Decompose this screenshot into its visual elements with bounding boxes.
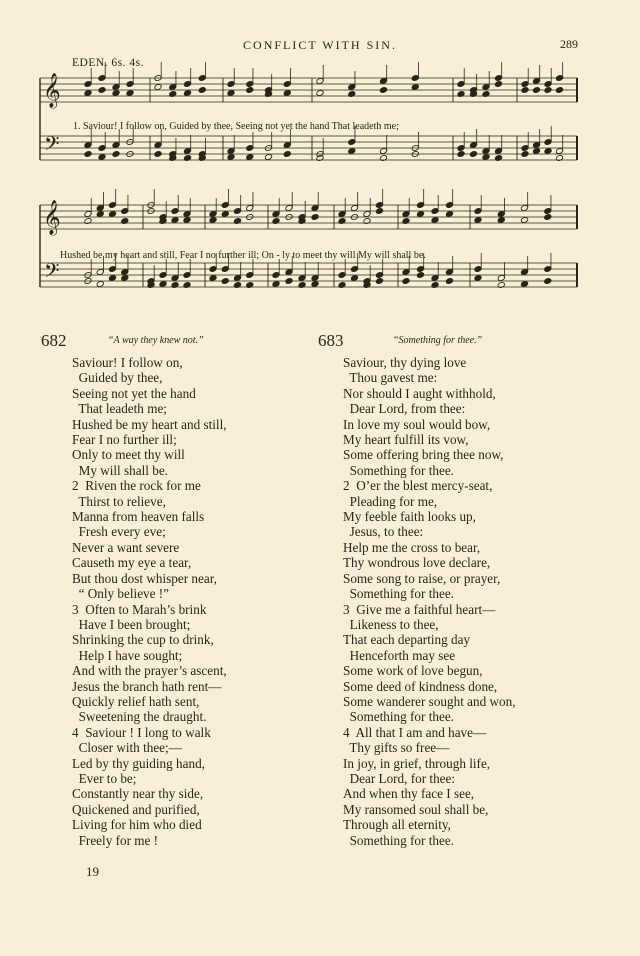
verse-line: Freely for me !	[72, 832, 159, 848]
verse-line: 4 Saviour ! I long to walk	[72, 724, 211, 740]
hymn-683-text	[343, 355, 516, 848]
note-head	[221, 278, 229, 285]
note-head	[469, 151, 477, 158]
note-head	[375, 278, 383, 285]
verse-line: Saviour, thy dying love	[343, 355, 467, 370]
verse-line: That leadeth me;	[72, 401, 167, 417]
verse-line: Fresh every eve;	[72, 524, 166, 540]
note-head	[544, 148, 552, 155]
verse-line: Causeth my eye a tear,	[72, 555, 192, 571]
note-head	[379, 87, 387, 94]
verse-line: Some work of love begun,	[343, 663, 483, 679]
hymn-683-reference: “Something for thee.”	[393, 335, 483, 346]
verse-line: Living for him who died	[72, 817, 202, 833]
signature-mark: 19	[86, 864, 99, 879]
verse-line: Thou gavest me:	[343, 370, 438, 386]
note-head	[520, 281, 528, 288]
note-head	[457, 151, 465, 158]
note-head	[108, 211, 116, 218]
verse-line: Jesus the branch hath rent—	[72, 678, 222, 694]
verse-line: Saviour! I follow on,	[72, 355, 183, 370]
music-score	[0, 0, 640, 330]
verse-line: Dear Lord, for thee:	[343, 770, 456, 786]
verse-line: Led by thy guiding hand,	[72, 755, 205, 771]
note-head	[112, 151, 120, 158]
note-head	[96, 211, 104, 218]
note-head	[316, 90, 324, 97]
note-head	[159, 281, 167, 288]
verse-line: My feeble faith looks up,	[343, 509, 476, 525]
hymn-682-number: 682	[41, 331, 67, 350]
verse-line: Dear Lord, from thee:	[343, 401, 466, 417]
verse-line: Something for thee.	[343, 586, 454, 602]
note-head	[416, 272, 424, 279]
note-head	[482, 154, 490, 161]
note-head	[154, 84, 162, 91]
note-head	[532, 87, 540, 94]
verse-line: Help I have sought;	[72, 647, 183, 663]
note-head	[494, 81, 502, 88]
note-head	[474, 217, 482, 224]
note-head	[311, 214, 319, 221]
verse-line: My will shall be.	[72, 462, 168, 478]
note-head	[126, 90, 134, 97]
note-head	[183, 90, 191, 97]
verse-line: Quickened and purified,	[72, 801, 200, 817]
note-head	[348, 148, 356, 155]
note-head	[264, 154, 272, 161]
hymn-682-text	[72, 355, 227, 848]
verse-line: Some deed of kindness done,	[343, 678, 498, 694]
verse-line: Constantly near thy side,	[72, 786, 204, 802]
note-head	[544, 278, 552, 285]
verse-line: 3 Often to Marah’s brink	[72, 601, 207, 617]
verse-line: 2 O’er the blest mercy-seat,	[343, 478, 493, 494]
verse-line: And with the prayer’s ascent,	[72, 663, 227, 679]
verse-line: 4 All that I am and have—	[343, 724, 487, 740]
verse-line: In joy, in grief, through life,	[343, 755, 491, 771]
note-head	[183, 217, 191, 224]
note-head	[375, 208, 383, 215]
verse-line: Jesus, to thee:	[343, 524, 424, 540]
verse-line: Manna from heaven falls	[72, 509, 205, 525]
verse-line: Some offering bring thee now,	[343, 447, 504, 463]
note-head	[221, 211, 229, 218]
verse-line: Thy gifts so free—	[343, 740, 450, 756]
verse-line: Have I been brought;	[72, 616, 191, 632]
verse-line: In love my soul would bow,	[343, 416, 491, 432]
verse-line: Something for thee.	[343, 462, 454, 478]
note-head	[544, 214, 552, 221]
note-head	[108, 275, 116, 282]
verse-line: Fear I no further ill;	[72, 432, 177, 448]
note-head	[416, 211, 424, 218]
note-head	[521, 87, 529, 94]
note-head	[198, 87, 206, 94]
note-head	[350, 275, 358, 282]
verse-line: Hushed be my heart and still,	[72, 416, 227, 432]
verse-line: Only to meet thy will	[72, 447, 185, 463]
note-head	[121, 275, 129, 282]
verse-line: Thy wondrous love declare,	[343, 555, 491, 571]
note-head	[283, 90, 291, 97]
note-head	[555, 87, 563, 94]
verse-line: Closer with thee;—	[72, 740, 182, 756]
note-head	[283, 151, 291, 158]
verse-line: Through all eternity,	[343, 817, 451, 833]
note-head	[227, 154, 235, 161]
verse-line: Guided by thee,	[72, 370, 163, 386]
verse-line: But thou dost whisper near,	[72, 570, 217, 586]
note-head	[154, 151, 162, 158]
note-head	[520, 217, 528, 224]
note-head	[98, 154, 106, 161]
bass-clef: 𝄢	[44, 259, 60, 287]
note-head	[285, 278, 293, 285]
verse-line: Likeness to thee,	[343, 616, 439, 632]
note-head	[227, 90, 235, 97]
running-header: CONFLICT WITH SIN.	[243, 38, 397, 52]
verse-line: Nor should I aught withhold,	[343, 385, 496, 401]
note-head	[431, 217, 439, 224]
tune-lyrics-line2: Hushed be my heart and still, Fear I no further ill; On - ly to meet thy will My will shall be.	[60, 250, 426, 261]
note-head	[445, 278, 453, 285]
verse-line: Seeing not yet the hand	[72, 385, 196, 401]
note-head	[98, 87, 106, 94]
verse-line: Help me the cross to bear,	[343, 539, 481, 555]
note-head	[209, 275, 217, 282]
hymn-682-reference: “A way they knew not.”	[108, 335, 204, 346]
verse-line: Shrinking the cup to drink,	[72, 632, 214, 648]
verse-line: Sweetening the draught.	[72, 709, 207, 725]
note-head	[474, 275, 482, 282]
verse-line: “ Only believe !”	[72, 586, 170, 602]
note-head	[311, 281, 319, 288]
note-head	[209, 217, 217, 224]
verse-line: Ever to be;	[72, 770, 137, 786]
bass-clef: 𝄢	[44, 132, 60, 160]
verse-line: Something for thee.	[343, 709, 454, 725]
note-head	[544, 87, 552, 94]
note-head	[532, 148, 540, 155]
verse-line: My ransomed soul shall be,	[343, 801, 489, 817]
note-head	[96, 281, 104, 288]
verse-line: Some wanderer sought and won,	[343, 693, 516, 709]
verse-line: 3 Give me a faithful heart—	[343, 601, 496, 617]
note-head	[445, 211, 453, 218]
verse-line: Thirst to relieve,	[72, 493, 166, 509]
verse-line: Pleading for me,	[343, 493, 438, 509]
verse-line: And when thy face I see,	[343, 786, 475, 802]
verse-line: My heart fulfill its vow,	[343, 432, 469, 448]
verse-line: Some song to raise, or prayer,	[343, 570, 501, 586]
note-head	[521, 151, 529, 158]
note-head	[246, 154, 254, 161]
verse-line: Quickly relief hath sent,	[72, 693, 200, 709]
note-head	[84, 90, 92, 97]
note-head	[272, 281, 280, 288]
note-head	[411, 84, 419, 91]
note-head	[246, 87, 254, 94]
treble-clef: 𝄞	[43, 73, 61, 108]
verse-line: That each departing day	[343, 632, 471, 648]
verse-line: 2 Riven the rock for me	[72, 478, 201, 494]
treble-clef: 𝄞	[43, 200, 61, 235]
note-head	[497, 217, 505, 224]
verse-line: Henceforth may see	[343, 647, 456, 663]
verse-line: Something for thee.	[343, 832, 454, 848]
note-head	[84, 151, 92, 158]
tune-name: EDEN. 6s. 4s.	[72, 57, 144, 69]
tune-lyrics-line1: 1. Saviour! I follow on, Guided by thee, Seeing not yet the hand That leadeth me;	[73, 121, 399, 132]
note-head	[402, 278, 410, 285]
hymn-683-number: 683	[318, 331, 344, 350]
verse-line: Never a want severe	[72, 539, 180, 555]
page-number: 289	[560, 37, 578, 51]
note-head	[171, 217, 179, 224]
note-head	[112, 90, 120, 97]
